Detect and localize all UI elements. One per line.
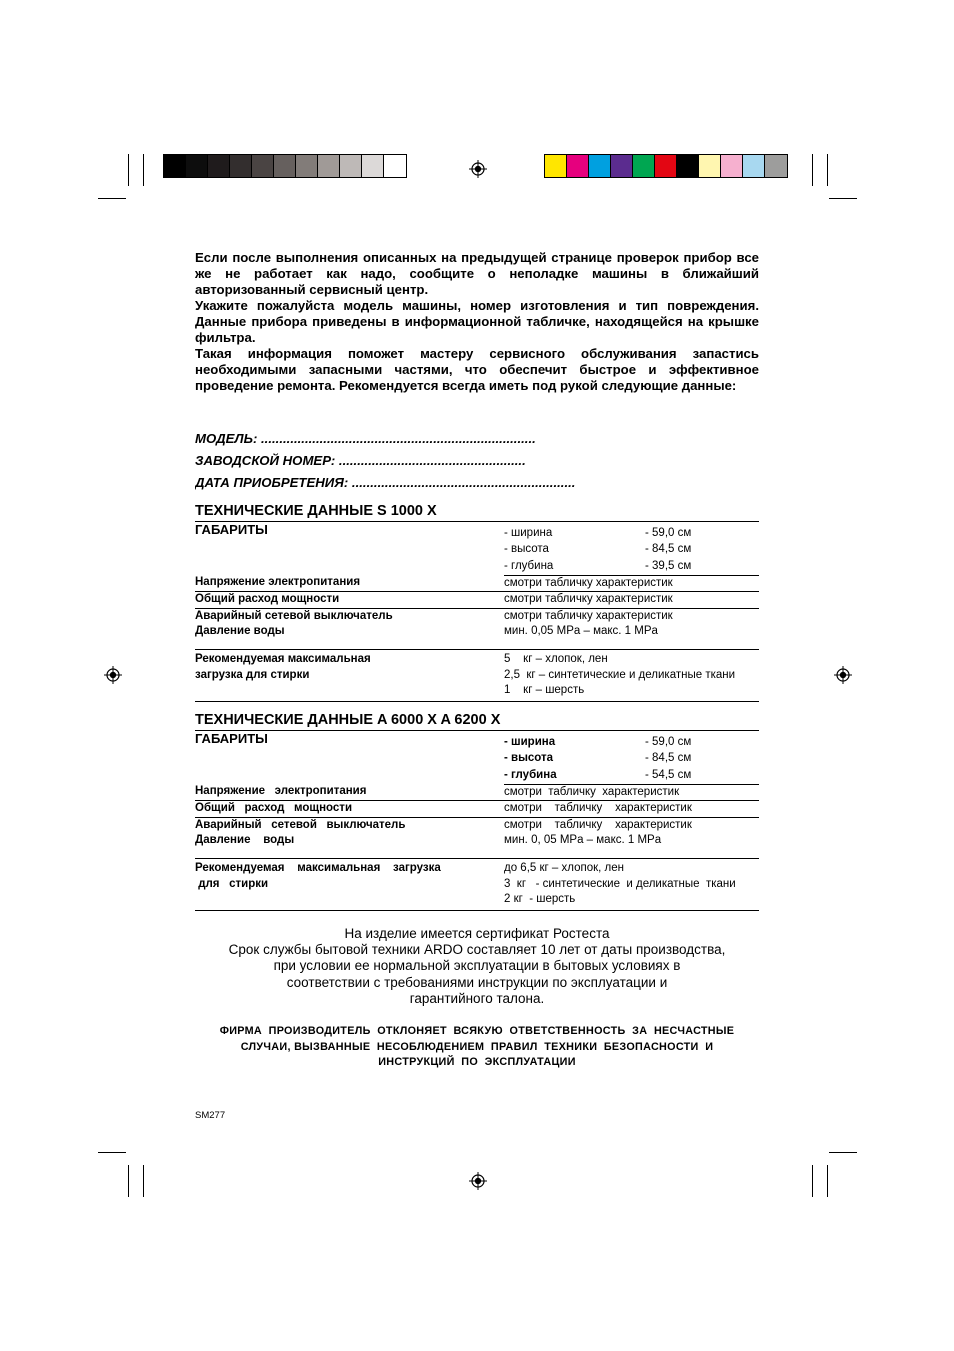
color-swatch <box>677 155 699 177</box>
purchase-date-field: ДАТА ПРИОБРЕТЕНИЯ: ............................................................. <box>195 475 576 490</box>
liability-warning: ФИРМА ПРОИЗВОДИТЕЛЬ ОТКЛОНЯЕТ ВСЯКУЮ ОТВЕТСТВЕННОСТЬ ЗА НЕСЧАСТНЫЕ СЛУЧАИ, ВЫЗВАННЫЕ НЕСОБЛЮДЕНИЕМ ПРАВИЛ ТЕХНИКИ БЕЗОПАСНОСТИ И ИНСТРУКЦИЙ ПО ЭКСПЛУАТАЦИИ <box>219 1025 735 1068</box>
table-row: Общий расход мощности смотри табличку характеристик <box>195 592 759 609</box>
spec-section-a6000x <box>195 711 759 911</box>
dim-width: - ширина - 59,0 см <box>504 527 692 539</box>
dim-height: - высота - 84,5 см <box>504 542 692 555</box>
table-row: Напряжение электропитания смотри табличку характеристик <box>195 575 759 592</box>
registration-mark-icon <box>104 666 122 684</box>
crop-mark <box>812 1165 813 1197</box>
registration-mark-icon <box>469 160 487 178</box>
color-calibration-bar <box>544 154 788 178</box>
color-swatch <box>567 155 589 177</box>
color-swatch <box>340 155 362 177</box>
color-swatch <box>208 155 230 177</box>
table-row: Общий расход мощности смотри табличку характеристик <box>195 801 759 818</box>
registration-mark-icon <box>469 1172 487 1190</box>
spec-title: ТЕХНИЧЕСКИЕ ДАННЫЕ A 6000 X A 6200 X <box>195 711 759 731</box>
table-row: Аварийный сетевой выключатель смотри табличку характеристик <box>195 818 692 831</box>
dim-depth: - глубина - 54,5 см <box>504 766 759 784</box>
color-swatch <box>274 155 296 177</box>
color-swatch <box>362 155 384 177</box>
intro-paragraph-3: Такая информация поможет мастеру сервисного обслуживания запастись необходимыми запасными частями, что обеспечит быстрое и эффективное проведение ремонта. Рекомендуется всегда иметь под рукой следующие данные: <box>195 346 759 393</box>
color-swatch <box>721 155 743 177</box>
color-swatch <box>611 155 633 177</box>
serial-number-field: ЗАВОДСКОЙ НОМЕР: ................................................... <box>195 453 526 468</box>
color-swatch <box>318 155 340 177</box>
color-swatch <box>186 155 208 177</box>
table-row: Давление воды мин. 0, 05 MPa – макс. 1 MPa <box>195 833 759 859</box>
crop-mark <box>827 1165 828 1197</box>
color-swatch <box>230 155 252 177</box>
color-swatch <box>655 155 677 177</box>
color-swatch <box>252 155 274 177</box>
crop-mark <box>128 1165 129 1197</box>
table-row: Рекомендуемая максимальная загрузка для стирки 5 кг – хлопок, лен 2,5 кг – синтетические и деликатные ткани 1 кг – шерсть <box>195 650 759 702</box>
gray-calibration-bar <box>163 154 407 178</box>
intro-paragraph-1: Если после выполнения описанных на предыдущей странице проверок прибор все же не работает как надо, сообщите о неполадке машины в ближайший авторизованный сервисный центр. <box>195 250 759 297</box>
color-swatch <box>384 155 406 177</box>
dim-depth: - глубина - 39,5 см <box>504 557 759 575</box>
dim-height: - высота - 84,5 см <box>504 751 692 764</box>
spec-table <box>195 731 759 911</box>
dims-label: ГАБАРИТЫ <box>195 522 268 537</box>
dims-label: ГАБАРИТЫ <box>195 731 268 746</box>
table-row: Давление воды мин. 0,05 MPa – макс. 1 MPa <box>195 624 759 650</box>
crop-mark <box>812 154 813 186</box>
color-swatch <box>296 155 318 177</box>
table-row: Аварийный сетевой выключатель смотри табличку характеристик <box>195 609 673 622</box>
color-swatch <box>743 155 765 177</box>
table-row: Напряжение электропитания смотри табличку характеристик <box>195 784 759 801</box>
spec-table <box>195 522 759 702</box>
spec-section-s1000x <box>195 502 759 702</box>
color-swatch <box>545 155 567 177</box>
document-code: SM277 <box>195 1110 226 1121</box>
spec-title: ТЕХНИЧЕСКИЕ ДАННЫЕ S 1000 X <box>195 502 759 522</box>
model-field: МОДЕЛЬ: ........................................................................... <box>195 431 536 446</box>
crop-mark <box>143 1165 144 1197</box>
crop-mark <box>143 154 144 186</box>
color-swatch <box>765 155 787 177</box>
intro-section <box>195 250 759 394</box>
certificate-note: На изделие имеется сертификат Ростеста Срок службы бытовой техники ARDO составляет 10 лет от даты производства, при условии ее нормальной эксплуатации в бытовых условиях в соответствии с требованиями инструкции по эксплуатации и гарантийного талона. <box>228 926 726 1006</box>
color-swatch <box>699 155 721 177</box>
registration-mark-icon <box>834 666 852 684</box>
crop-mark <box>128 154 129 186</box>
color-swatch <box>164 155 186 177</box>
crop-mark <box>98 1152 126 1153</box>
table-row: Рекомендуемая максимальная загрузка для стирки до 6,5 кг – хлопок, лен 3 кг - синтетические и деликатные ткани 2 кг - шерсть <box>195 859 759 911</box>
color-swatch <box>633 155 655 177</box>
crop-mark <box>829 198 857 199</box>
crop-mark <box>829 1152 857 1153</box>
fill-in-fields <box>195 431 759 497</box>
crop-mark <box>827 154 828 186</box>
crop-mark <box>98 198 126 199</box>
color-swatch <box>589 155 611 177</box>
dim-width: - ширина - 59,0 см <box>504 736 692 748</box>
intro-paragraph-2: Укажите пожалуйста модель машины, номер изготовления и тип повреждения. Данные прибора приведены в информационной табличке, находящейся на крышке фильтра. <box>195 298 759 345</box>
